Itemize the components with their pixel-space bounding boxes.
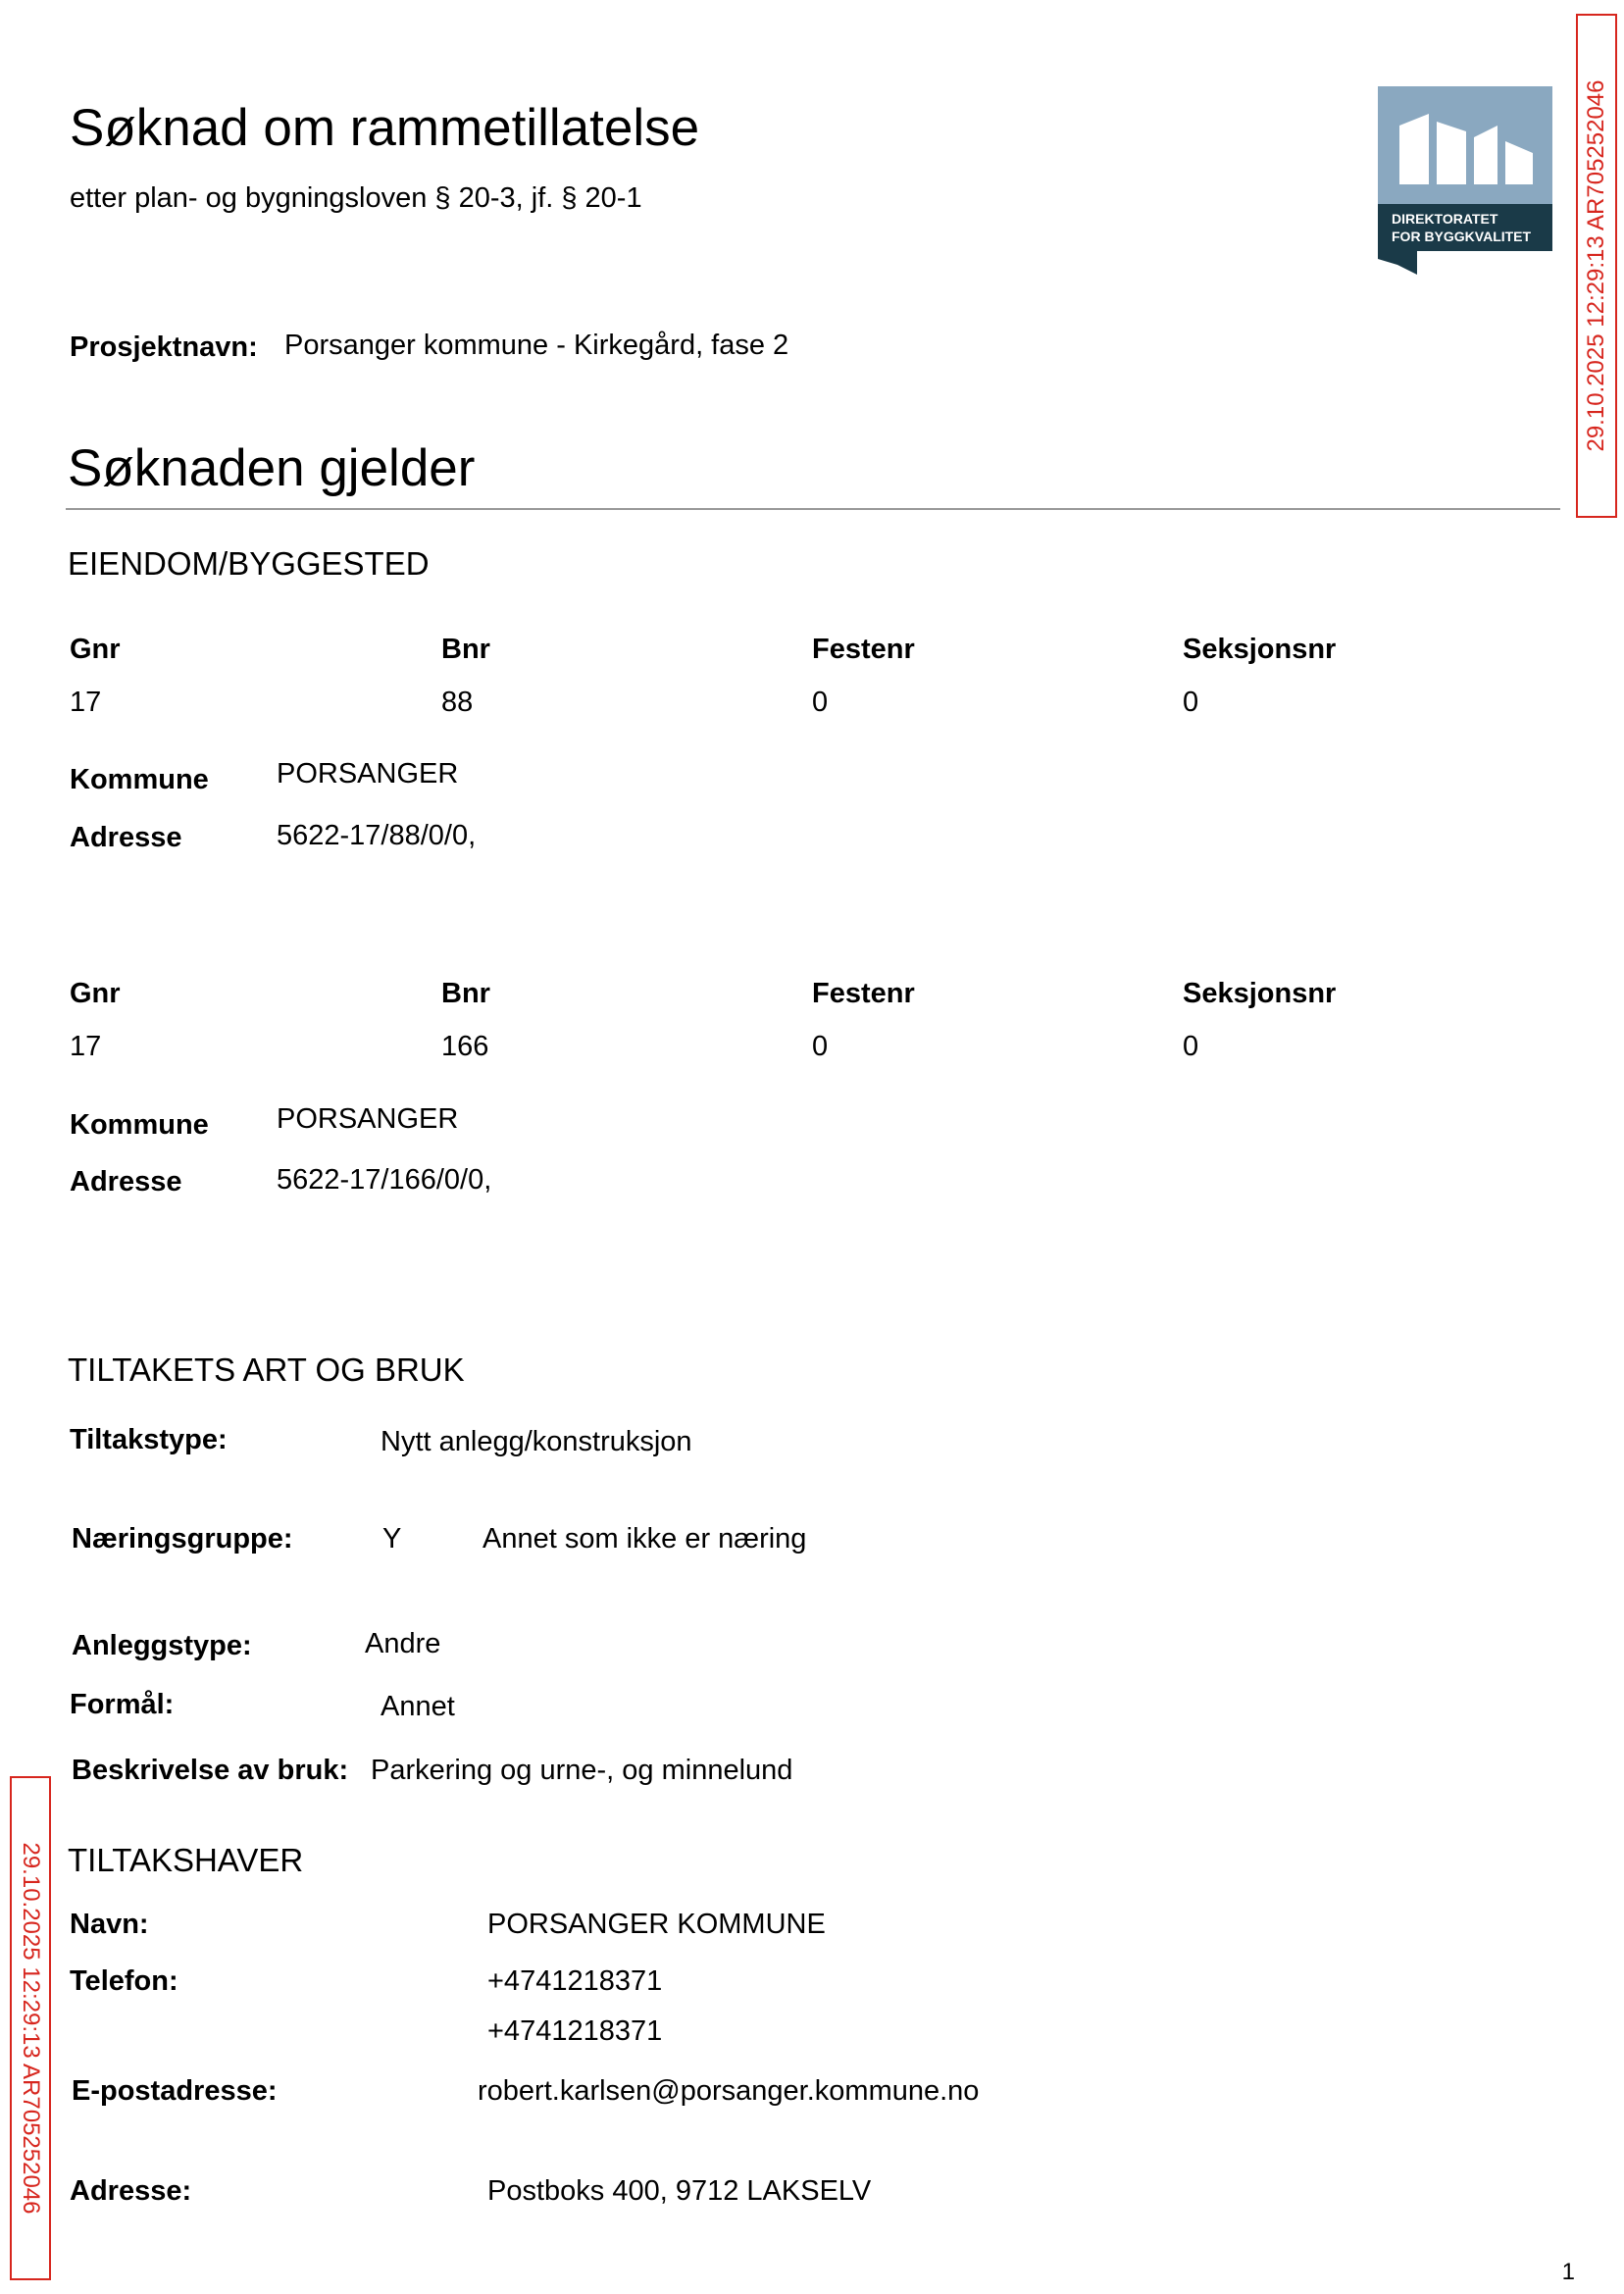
kommune-label: Kommune — [70, 1109, 209, 1141]
anleggstype-value: Andre — [365, 1628, 441, 1659]
svg-text:FOR BYGGKVALITET: FOR BYGGKVALITET — [1392, 229, 1532, 244]
dibk-logo — [1378, 86, 1552, 275]
naeringsgruppe-code: Y — [382, 1523, 402, 1555]
section-divider — [66, 508, 1560, 510]
project-label: Prosjektnavn: — [70, 331, 258, 363]
document-subtitle: etter plan- og bygningsloven § 20-3, jf. § 20-1 — [70, 182, 642, 214]
tiltakstype-label: Tiltakstype: — [70, 1424, 228, 1455]
svg-text:DIREKTORATET: DIREKTORATET — [1392, 211, 1498, 227]
seksjonsnr-value: 0 — [1183, 687, 1199, 718]
telefon-value: +4741218371 — [487, 1965, 663, 1997]
col-seksjonsnr: Seksjonsnr — [1183, 634, 1337, 665]
seksjonsnr-value: 0 — [1183, 1031, 1199, 1062]
navn-label: Navn: — [70, 1909, 149, 1940]
tiltakshaver-heading: TILTAKSHAVER — [68, 1842, 304, 1878]
gnr-value: 17 — [70, 1031, 102, 1062]
festenr-value: 0 — [812, 1031, 829, 1062]
epost-label: E-postadresse: — [72, 2075, 278, 2107]
beskrivelse-label: Beskrivelse av bruk: — [72, 1755, 349, 1786]
col-seksjonsnr: Seksjonsnr — [1183, 978, 1337, 1009]
stamp-text: 29.10.2025 12:29:13 AR705252046 — [1583, 79, 1609, 452]
adresse-value: Postboks 400, 9712 LAKSELV — [487, 2175, 872, 2207]
kommune-value: PORSANGER — [277, 758, 459, 790]
formal-value: Annet — [381, 1691, 455, 1722]
col-festenr: Festenr — [812, 634, 915, 665]
adresse-label: Adresse: — [70, 2175, 192, 2207]
adresse-value: 5622-17/88/0/0, — [277, 820, 477, 851]
festenr-value: 0 — [812, 687, 829, 718]
beskrivelse-value: Parkering og urne-, og minnelund — [371, 1755, 793, 1786]
kommune-value: PORSANGER — [277, 1103, 459, 1135]
date-stamp-left — [10, 1776, 51, 2280]
anleggstype-label: Anleggstype: — [72, 1630, 252, 1661]
page-number: 1 — [1561, 2259, 1575, 2285]
adresse-label: Adresse — [70, 822, 182, 853]
col-bnr: Bnr — [441, 978, 490, 1009]
date-stamp-right — [1576, 14, 1617, 518]
tiltakstype-value: Nytt anlegg/konstruksjon — [381, 1426, 692, 1457]
bnr-value: 166 — [441, 1031, 489, 1062]
adresse-label: Adresse — [70, 1166, 182, 1198]
bnr-value: 88 — [441, 687, 474, 718]
formal-label: Formål: — [70, 1689, 175, 1720]
col-festenr: Festenr — [812, 978, 915, 1009]
adresse-value: 5622-17/166/0/0, — [277, 1164, 492, 1196]
document-title: Søknad om rammetillatelse — [70, 99, 700, 157]
naeringsgruppe-label: Næringsgruppe: — [72, 1523, 293, 1555]
col-gnr: Gnr — [70, 634, 121, 665]
section-title: Søknaden gjelder — [68, 439, 476, 497]
epost-value: robert.karlsen@porsanger.kommune.no — [478, 2075, 980, 2107]
project-value: Porsanger kommune - Kirkegård, fase 2 — [284, 330, 789, 361]
col-bnr: Bnr — [441, 634, 490, 665]
telefon-value: +4741218371 — [487, 2015, 663, 2047]
property-heading: EIENDOM/BYGGESTED — [68, 545, 430, 582]
dibk-logo-icon — [1378, 86, 1552, 275]
naeringsgruppe-value: Annet som ikke er næring — [482, 1523, 807, 1555]
telefon-label: Telefon: — [70, 1965, 178, 1997]
navn-value: PORSANGER KOMMUNE — [487, 1909, 826, 1940]
tiltak-heading: TILTAKETS ART OG BRUK — [68, 1351, 465, 1388]
stamp-text: 29.10.2025 12:29:13 AR705252046 — [18, 1842, 44, 2215]
kommune-label: Kommune — [70, 764, 209, 795]
col-gnr: Gnr — [70, 978, 121, 1009]
gnr-value: 17 — [70, 687, 102, 718]
